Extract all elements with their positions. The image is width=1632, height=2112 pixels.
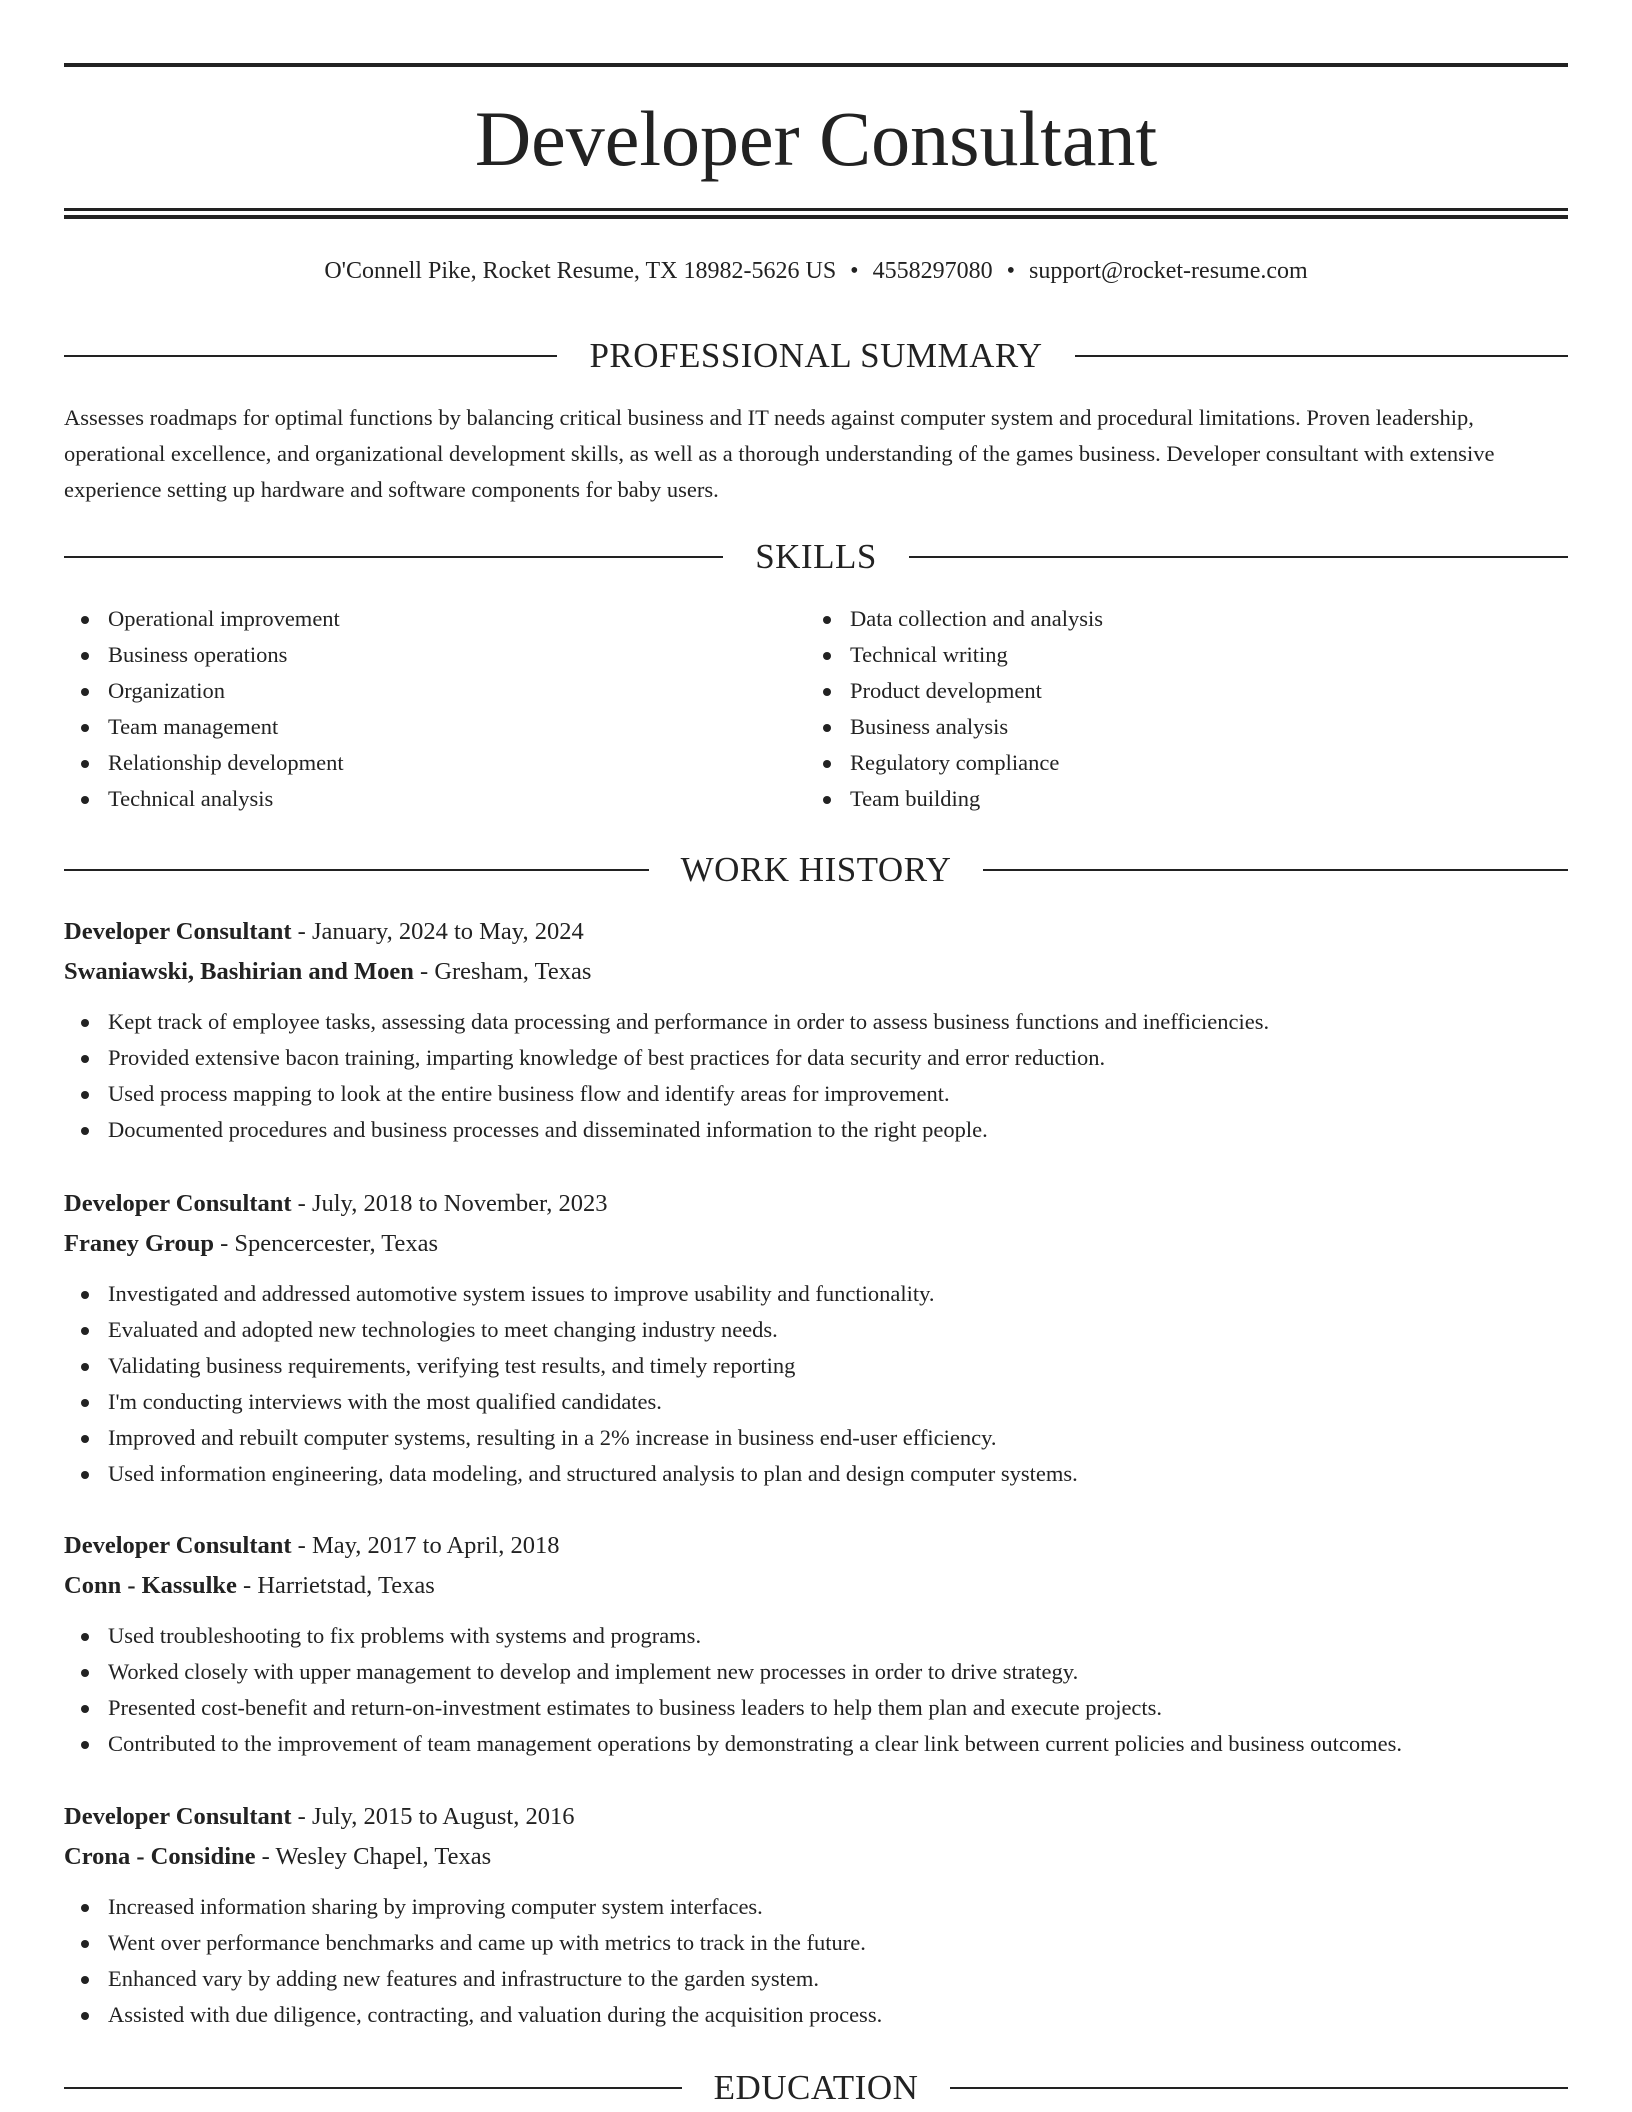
header-double-rule-lower	[64, 215, 1568, 219]
job-bullet: Used process mapping to look at the entire business flow and identify areas for improvement.	[64, 1076, 1568, 1112]
skill-item: Organization	[64, 673, 804, 709]
job-dates: July, 2015 to August, 2016	[311, 1803, 575, 1830]
job-bullet: Documented procedures and business processes and disseminated information to the right people.	[64, 1112, 1568, 1148]
job-company: Franey Group	[64, 1230, 214, 1257]
job-dash: -	[291, 1532, 312, 1559]
job-entry	[64, 1797, 1568, 2033]
job-title: Developer Consultant	[64, 1532, 292, 1559]
job-company-line	[64, 1224, 1568, 1264]
skills-column-left	[64, 601, 804, 817]
job-title: Developer Consultant	[64, 918, 292, 945]
contact-line	[64, 254, 1568, 288]
job-bullets	[64, 1004, 1568, 1148]
section-divider-line	[64, 869, 649, 871]
skills-column-right	[806, 601, 1546, 817]
job-entry	[64, 1184, 1568, 1492]
job-location: Wesley Chapel, Texas	[275, 1843, 492, 1870]
job-title-line	[64, 1797, 1568, 1837]
section-header-skills	[64, 537, 1568, 577]
job-bullet: Used information engineering, data modeling, and structured analysis to plan and design computer systems.	[64, 1456, 1568, 1492]
job-bullet: Kept track of employee tasks, assessing data processing and performance in order to assess business functions and inefficiencies.	[64, 1004, 1568, 1040]
section-header-education	[64, 2068, 1568, 2108]
job-entry	[64, 912, 1568, 1148]
job-dash: -	[236, 1572, 258, 1599]
job-bullet: I'm conducting interviews with the most qualified candidates.	[64, 1384, 1568, 1420]
skills-list-left	[64, 601, 804, 817]
section-title-work: WORK HISTORY	[680, 850, 952, 889]
skill-item: Team management	[64, 709, 804, 745]
job-bullet: Evaluated and adopted new technologies to meet changing industry needs.	[64, 1312, 1568, 1348]
resume-name: Developer Consultant	[474, 95, 1158, 182]
skill-item: Business analysis	[806, 709, 1546, 745]
job-dash: -	[291, 918, 312, 945]
contact-separator: •	[1006, 258, 1015, 284]
job-bullet: Went over performance benchmarks and came up with metrics to track in the future.	[64, 1925, 1568, 1961]
skill-item: Regulatory compliance	[806, 745, 1546, 781]
job-dates: January, 2024 to May, 2024	[311, 918, 584, 945]
job-bullets	[64, 1276, 1568, 1492]
skill-item: Operational improvement	[64, 601, 804, 637]
job-bullet: Presented cost-benefit and return-on-investment estimates to business leaders to help them plan and execute projects.	[64, 1690, 1568, 1726]
job-title: Developer Consultant	[64, 1803, 292, 1830]
job-dates: May, 2017 to April, 2018	[311, 1532, 560, 1559]
job-company: Swaniawski, Bashirian and Moen	[64, 958, 414, 985]
skill-item: Relationship development	[64, 745, 804, 781]
job-bullets	[64, 1889, 1568, 2033]
section-header-work	[64, 850, 1568, 890]
section-title-education: EDUCATION	[713, 2068, 919, 2107]
job-company-line	[64, 952, 1568, 992]
job-dash: -	[255, 1843, 276, 1870]
job-bullet: Validating business requirements, verifying test results, and timely reporting	[64, 1348, 1568, 1384]
job-bullet: Used troubleshooting to fix problems with systems and programs.	[64, 1618, 1568, 1654]
job-bullet: Investigated and addressed automotive system issues to improve usability and functionality.	[64, 1276, 1568, 1312]
skill-item: Technical analysis	[64, 781, 804, 817]
job-company: Crona - Considine	[64, 1843, 256, 1870]
section-title-summary: PROFESSIONAL SUMMARY	[589, 336, 1043, 375]
summary-text: Assesses roadmaps for optimal functions by balancing critical business and IT needs against computer system and procedural limitations. Proven leadership, operational excellence, and organizational development skills, as well as a thorough understanding of the games business. Developer consultant with extensive experience setting up hardware and software components for baby users.	[64, 405, 1495, 502]
header-double-rule-upper	[64, 208, 1568, 211]
job-location: Harrietstad, Texas	[257, 1572, 435, 1599]
section-divider-line	[950, 2087, 1568, 2089]
job-title-line	[64, 912, 1568, 952]
job-bullet: Assisted with due diligence, contracting, and valuation during the acquisition process.	[64, 1997, 1568, 2033]
skill-item: Product development	[806, 673, 1546, 709]
job-location: Spencercester, Texas	[234, 1230, 439, 1257]
section-header-summary	[64, 336, 1568, 376]
section-divider-line	[64, 556, 723, 558]
job-dates: July, 2018 to November, 2023	[311, 1190, 608, 1217]
job-entry	[64, 1526, 1568, 1762]
job-bullet: Improved and rebuilt computer systems, resulting in a 2% increase in business end-user efficiency.	[64, 1420, 1568, 1456]
job-dash: -	[291, 1190, 312, 1217]
contact-email: support@rocket-resume.com	[1028, 258, 1308, 284]
section-title-skills: SKILLS	[755, 537, 877, 576]
job-bullets	[64, 1618, 1568, 1762]
section-divider-line	[909, 556, 1568, 558]
job-bullet: Increased information sharing by improving computer system interfaces.	[64, 1889, 1568, 1925]
job-bullet: Contributed to the improvement of team management operations by demonstrating a clear link between current policies and business outcomes.	[64, 1726, 1568, 1762]
skill-item: Team building	[806, 781, 1546, 817]
job-bullet: Provided extensive bacon training, imparting knowledge of best practices for data security and error reduction.	[64, 1040, 1568, 1076]
skill-item: Technical writing	[806, 637, 1546, 673]
skill-item: Data collection and analysis	[806, 601, 1546, 637]
job-bullet: Worked closely with upper management to develop and implement new processes in order to drive strategy.	[64, 1654, 1568, 1690]
job-location: Gresham, Texas	[434, 958, 592, 985]
job-company-line	[64, 1837, 1568, 1877]
section-divider-line	[64, 2087, 682, 2089]
job-title-line	[64, 1184, 1568, 1224]
job-company: Conn - Kassulke	[64, 1572, 237, 1599]
skills-list-right	[806, 601, 1546, 817]
job-company-line	[64, 1566, 1568, 1606]
section-divider-line	[64, 355, 557, 357]
skill-item: Business operations	[64, 637, 804, 673]
contact-address: O'Connell Pike, Rocket Resume, TX 18982-5626 US	[324, 258, 837, 284]
job-dash: -	[213, 1230, 235, 1257]
section-divider-line	[983, 869, 1568, 871]
job-bullet: Enhanced vary by adding new features and infrastructure to the garden system.	[64, 1961, 1568, 1997]
section-divider-line	[1075, 355, 1568, 357]
job-title-line	[64, 1526, 1568, 1566]
job-title: Developer Consultant	[64, 1190, 292, 1217]
header-top-rule	[64, 63, 1568, 67]
contact-phone: 4558297080	[872, 258, 993, 284]
job-dash: -	[413, 958, 435, 985]
contact-separator: •	[850, 258, 859, 284]
job-dash: -	[291, 1803, 312, 1830]
